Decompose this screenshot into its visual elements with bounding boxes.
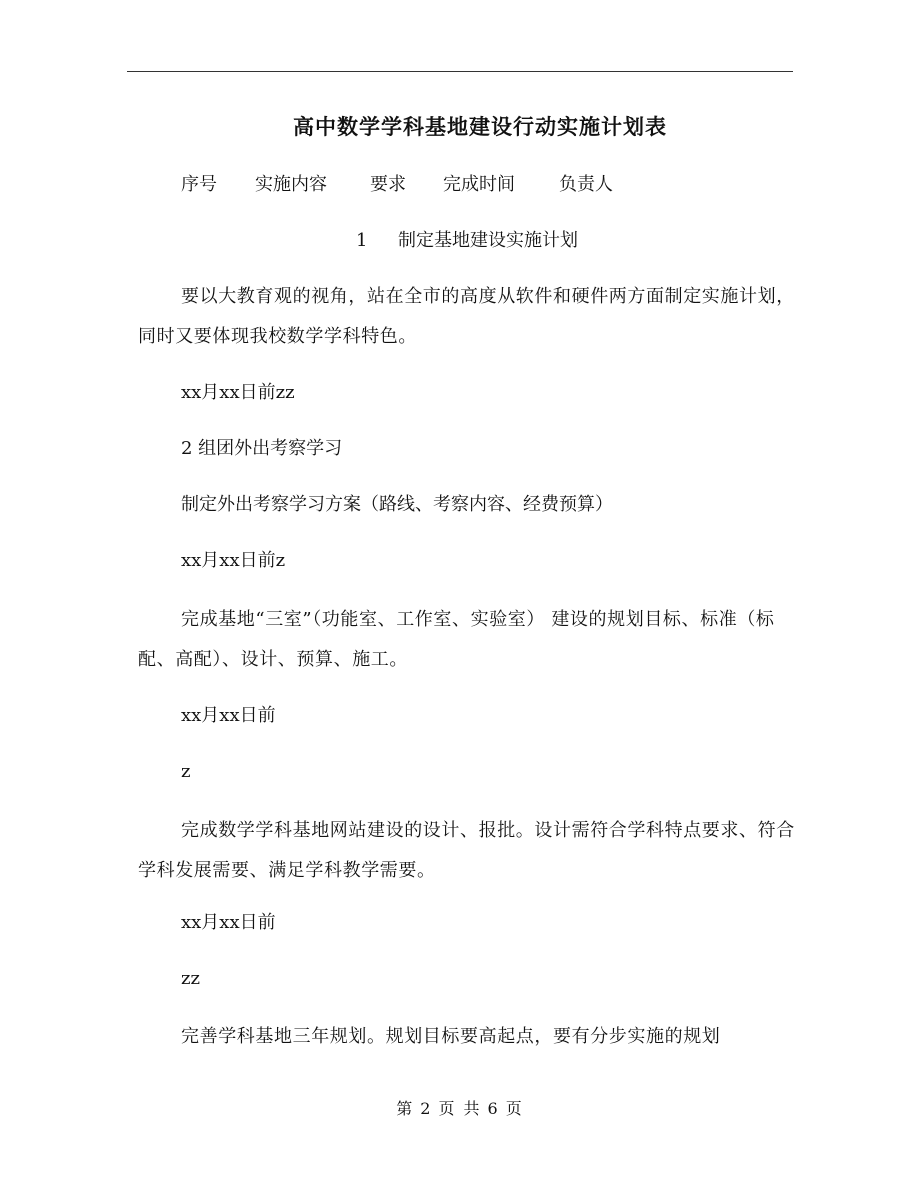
task-4-content: 完成数学学科基地网站建设的设计、报批。设计需符合学科特点要求、符合学科发展需要、满足学科教学需要。 xyxy=(138,820,795,881)
footer-middle: 页 共 xyxy=(438,1099,482,1118)
item-1-deadline-owner: xx月xx日前zz xyxy=(181,382,295,403)
footer-total-pages: 6 xyxy=(487,1099,500,1118)
task-3-content: 完成基地“三室”（功能室、工作室、实验室） 建设的规划目标、标准（标配、高配）、设计、预算、施工。 xyxy=(138,609,775,670)
item-1-number: 1 xyxy=(356,230,368,251)
header-deadline: 完成时间 xyxy=(443,174,515,195)
item-1-requirement: 要以大教育观的视角，站在全市的高度从软件和硬件两方面制定实施计划，同时又要体现我校数学学科特色。 xyxy=(138,286,795,347)
header-serial: 序号 xyxy=(181,174,217,195)
task-3-owner: z xyxy=(181,761,191,782)
item-1-heading xyxy=(356,226,578,256)
task-4-deadline: xx月xx日前 xyxy=(181,912,276,933)
header-requirement: 要求 xyxy=(370,174,406,195)
footer-suffix: 页 xyxy=(505,1099,524,1118)
footer-prefix: 第 xyxy=(396,1099,415,1118)
footer-page-number: 2 xyxy=(420,1099,433,1118)
item-1-content: 制定基地建设实施计划 xyxy=(398,230,578,251)
header-owner: 负责人 xyxy=(559,174,613,195)
task-3-deadline: xx月xx日前 xyxy=(181,705,276,726)
table-header-row xyxy=(181,170,613,200)
item-2-heading: 2 组团外出考察学习 xyxy=(181,438,343,459)
document-title: 高中数学学科基地建设行动实施计划表 xyxy=(293,114,667,139)
header-rule xyxy=(127,71,793,72)
item-2-deadline-owner: xx月xx日前z xyxy=(181,550,286,571)
item-2-requirement: 制定外出考察学习方案（路线、考察内容、经费预算） xyxy=(181,494,613,515)
header-content: 实施内容 xyxy=(255,174,327,195)
task-5-content: 完善学科基地三年规划。规划目标要高起点，要有分步实施的规划 xyxy=(181,1026,721,1047)
page-footer xyxy=(0,1096,920,1119)
task-4-owner: zz xyxy=(181,968,200,989)
